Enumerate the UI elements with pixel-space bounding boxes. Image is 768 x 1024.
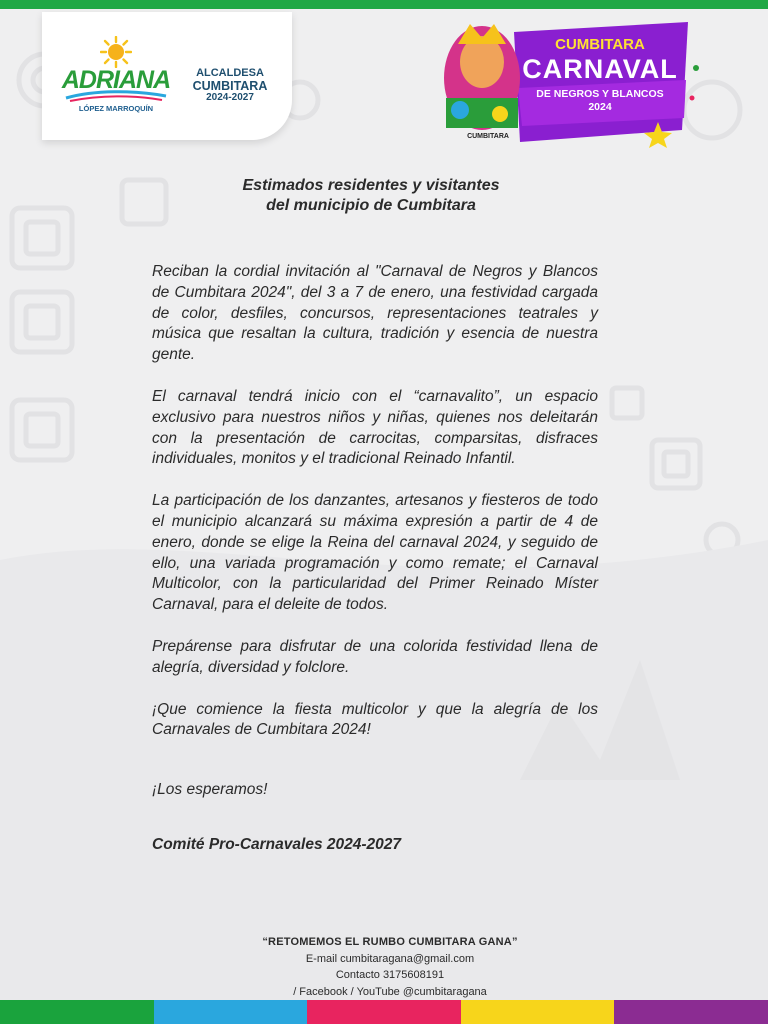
letter-heading bbox=[144, 176, 598, 216]
carnaval-caption: CUMBITARA bbox=[467, 133, 509, 140]
alcaldesa-line1: ALCALDESA bbox=[196, 67, 264, 79]
paragraph-prepare: Prepárense para disfrutar de una colorida festividad llena de alegría, diversidad y folclore. bbox=[152, 637, 598, 676]
heading-line2: del municipio de Cumbitara bbox=[266, 197, 476, 214]
carnaval-title-line1: CUMBITARA bbox=[555, 36, 645, 53]
alcaldesa-line3: 2024-2027 bbox=[206, 91, 254, 103]
paragraph-carnavalito: El carnaval tendrá inicio con el “carnavalito”, un espacio exclusivo para nuestros niños y niñas, quienes nos deleitarán con la presentación de carrocitas, comparsitas, disfraces individuales, monitos y el tradicional Reinado Infantil. bbox=[152, 387, 598, 468]
adriana-logo bbox=[60, 36, 172, 128]
invitation-letter bbox=[152, 176, 598, 854]
paragraph-participation: La participación de los danzantes, artesanos y fiesteros de todo el municipio alcanzará su máxima expresión a partir de 4 de enero, donde se elige la Reina del carnaval 2024, y seguido de ello, una variada programación y como remate; el Carnaval Multicolor, con la particularidad del Primer Reinado Míster Carnaval, para el deleite de todos. bbox=[152, 492, 598, 614]
alcaldesa-label bbox=[180, 68, 280, 103]
municipal-logo-card bbox=[42, 12, 292, 140]
bottom-color-bar bbox=[0, 1000, 768, 1024]
logo-swoosh bbox=[64, 90, 168, 102]
bottom-bar-segment bbox=[0, 1000, 154, 1024]
logo-name: ADRIANA bbox=[61, 66, 171, 94]
sun-icon bbox=[100, 36, 132, 68]
bottom-bar-segment bbox=[154, 1000, 308, 1024]
logo-subtitle: LÓPEZ MARROQUÍN bbox=[78, 104, 154, 113]
paragraph-closing: ¡Los esperamos! bbox=[152, 781, 268, 799]
carnaval-logo bbox=[436, 18, 708, 148]
paragraph-celebrate: ¡Que comience la fiesta multicolor y que la alegría de los Carnavales de Cumbitara 2024! bbox=[152, 700, 598, 739]
carnaval-title-line4: 2024 bbox=[588, 101, 612, 113]
paragraph-invitation: Reciban la cordial invitación al "Carnaval de Negros y Blancos de Cumbitara 2024", del 3 a 7 de enero, una festividad cargada de color, desfiles, concursos, representaciones teatrales y música que resaltan la cultura, tradición y esencia de nuestra gente. bbox=[152, 263, 598, 364]
heading-line1: Estimados residentes y visitantes bbox=[242, 177, 500, 194]
bottom-bar-segment bbox=[614, 1000, 768, 1024]
footer-social: / Facebook / YouTube @cumbitaragana bbox=[293, 985, 487, 998]
footer bbox=[180, 934, 600, 1000]
footer-slogan: “RETOMEMOS EL RUMBO CUMBITARA GANA” bbox=[262, 936, 518, 948]
alcaldesa-line2: CUMBITARA bbox=[192, 78, 268, 93]
footer-contact: Contacto 3175608191 bbox=[335, 969, 445, 981]
carnaval-title-line2: CARNAVAL bbox=[522, 54, 678, 84]
footer-email: E-mail cumbitaragana@gmail.com bbox=[305, 952, 475, 965]
bottom-bar-segment bbox=[307, 1000, 461, 1024]
letter-signature: Comité Pro-Carnavales 2024-2027 bbox=[152, 835, 401, 853]
carnaval-title-line3: DE NEGROS Y BLANCOS bbox=[536, 88, 664, 100]
bottom-bar-segment bbox=[461, 1000, 615, 1024]
